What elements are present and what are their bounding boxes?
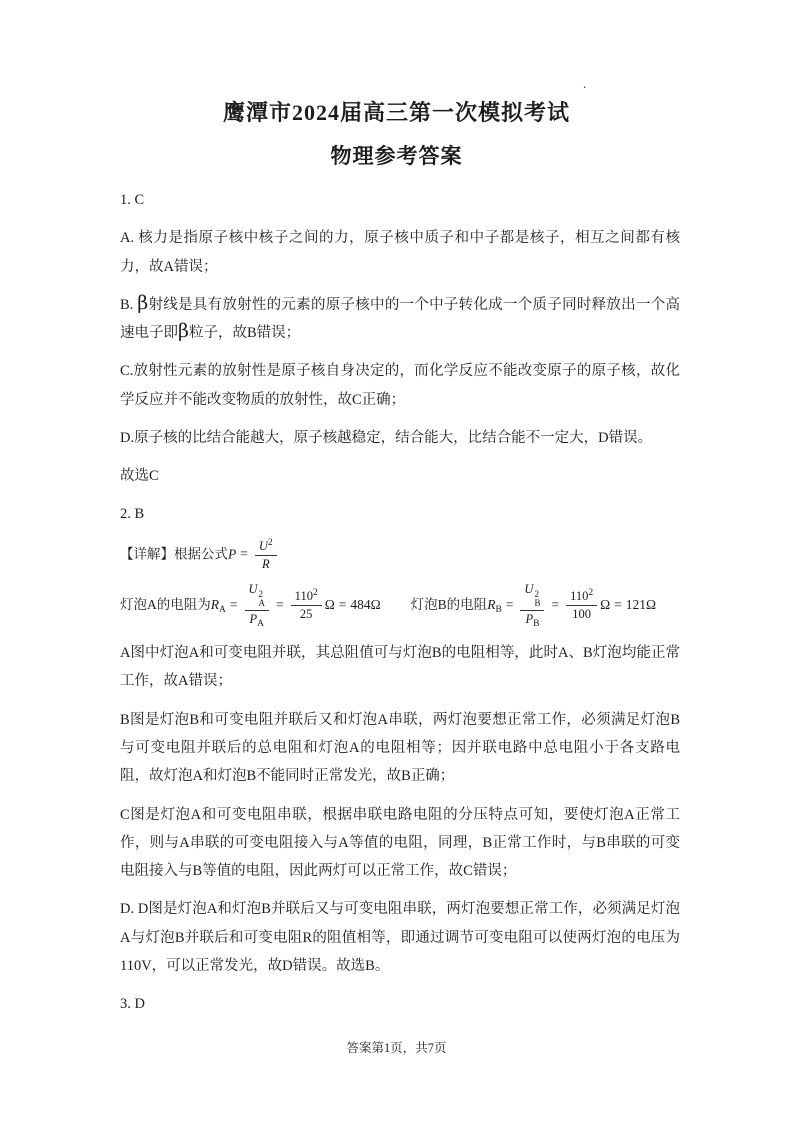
page-footer: 答案第1页，共7页	[346, 1041, 447, 1055]
fraction-U2-over-R	[255, 539, 277, 572]
equals-sign: =	[338, 596, 347, 612]
detail-label: 【详解】根据公式	[120, 546, 228, 562]
fraction-UA2-over-PA	[245, 582, 270, 629]
equals-sign: =	[229, 596, 238, 612]
fraction-110sq-over-100	[566, 589, 597, 622]
omega-unit: Ω	[600, 596, 611, 612]
text-run: B.	[120, 296, 138, 313]
math-var-P: P	[228, 546, 237, 562]
number-100: 100	[572, 607, 591, 622]
equals-sign: =	[240, 546, 248, 562]
q2-resistance-calculation	[120, 582, 680, 629]
subscript-B: B	[533, 618, 540, 629]
math-var-P: P	[525, 611, 534, 626]
math-var-U: U	[258, 538, 268, 553]
q2-option-b: B图是灯泡B和可变电阻并联后又和灯泡A串联，两灯泡要想正常工作，必须满足灯泡B与可变电阻并联后的总电阻和灯泡A的电阻相等；因并联电路中总电阻小于各支路电阻，故灯泡A和灯泡B不能同时正常发光，故B正确；	[120, 711, 680, 785]
text-run: 射线是具有放射性的元素的原子核中的一个中子转化成一个质子同时释放出一个高速电子即	[120, 296, 681, 342]
superscript-2: 2	[588, 587, 594, 598]
title-block	[0, 0, 793, 170]
q1-answer: 1. C	[120, 192, 145, 208]
q2-option-d: D. D图是灯泡A和灯泡B并联后又与可变电阻串联，两灯泡要想正常工作，必须满足灯泡A与灯泡B并联后和可变电阻R的阻值相等，即通过调节可变电阻可以使两灯泡的电压为110V，可以正常发光，故D错误。故选B。	[120, 901, 680, 974]
number-110: 110	[294, 589, 313, 604]
equals-sign: =	[505, 596, 514, 612]
fraction-110sq-over-25	[291, 589, 322, 622]
q1-option-d: D.原子核的比结合能越大，原子核越稳定，结合能大，比结合能不一定大，D错误。	[120, 429, 653, 446]
subscript-A: A	[219, 604, 226, 615]
doc-title: 鹰潭市2024届高三第一次模拟考试	[222, 100, 570, 125]
beta-symbol: β	[137, 291, 149, 314]
q1-option-b	[120, 291, 680, 348]
q2-power-formula	[120, 539, 680, 572]
superscript-2: 2	[267, 537, 273, 548]
number-110: 110	[570, 589, 589, 604]
superscript-2: 2	[312, 587, 318, 598]
math-var-U: U	[524, 581, 534, 596]
beta-symbol: β	[178, 320, 189, 343]
q1-option-c: C.放射性元素的放射性是原子核自身决定的，而化学反应不能改变原子的原子核，故化学反应并不能改变物质的放射性，故C正确；	[120, 363, 680, 408]
q3-answer: 3. D	[120, 996, 145, 1013]
math-var-RB: R	[487, 596, 496, 612]
q2-option-c: C图是灯泡A和可变电阻串联，根据串联电路电阻的分压特点可知，要使灯泡A正常工作，则与A串联的可变电阻接入与A等值的电阻，同理，B正常工作时，与B串联的可变电阻接入与B等值的电阻，因此两灯可以正常工作，故C错误；	[120, 806, 680, 880]
subscript-B: B	[495, 604, 502, 615]
lamp-b-label: 灯泡B的电阻	[410, 596, 488, 612]
equals-sign: =	[551, 596, 560, 612]
number-25: 25	[299, 607, 313, 622]
omega-unit: Ω	[324, 596, 335, 612]
math-var-RA: R	[210, 596, 219, 612]
q2-answer: 2. B	[120, 506, 145, 523]
math-var-R: R	[261, 556, 270, 571]
math-var-P: P	[249, 611, 258, 626]
q1-option-a: A. 核力是指原子核中核子之间的力，原子核中质子和中子都是核子，相互之间都有核力，故A错误；	[120, 230, 680, 275]
equals-sign: =	[276, 596, 284, 612]
q2-option-a: A图中灯泡A和可变电阻并联，其总阻值可与灯泡B的电阻相等，此时A、B灯泡均能正常工作，故A错误；	[120, 645, 680, 690]
subscript-B: B	[534, 598, 541, 609]
math-var-U: U	[248, 581, 258, 596]
answers-content	[120, 186, 680, 1018]
doc-subtitle: 物理参考答案	[330, 144, 463, 168]
lamp-b-result: 121Ω	[625, 596, 657, 612]
superscript-2: 2	[258, 588, 264, 599]
lamp-a-result: 484Ω	[350, 596, 381, 612]
stray-mark: .	[583, 76, 587, 91]
q1-conclusion: 故选C	[120, 468, 159, 485]
lamp-a-label: 灯泡A的电阻为	[120, 596, 211, 612]
fraction-UB2-over-PB	[520, 582, 544, 629]
subscript-A: A	[257, 618, 265, 629]
superscript-2: 2	[534, 588, 539, 599]
text-run: 粒子，故B错误；	[188, 325, 301, 342]
equals-sign: =	[614, 596, 622, 612]
subscript-A: A	[258, 598, 266, 609]
